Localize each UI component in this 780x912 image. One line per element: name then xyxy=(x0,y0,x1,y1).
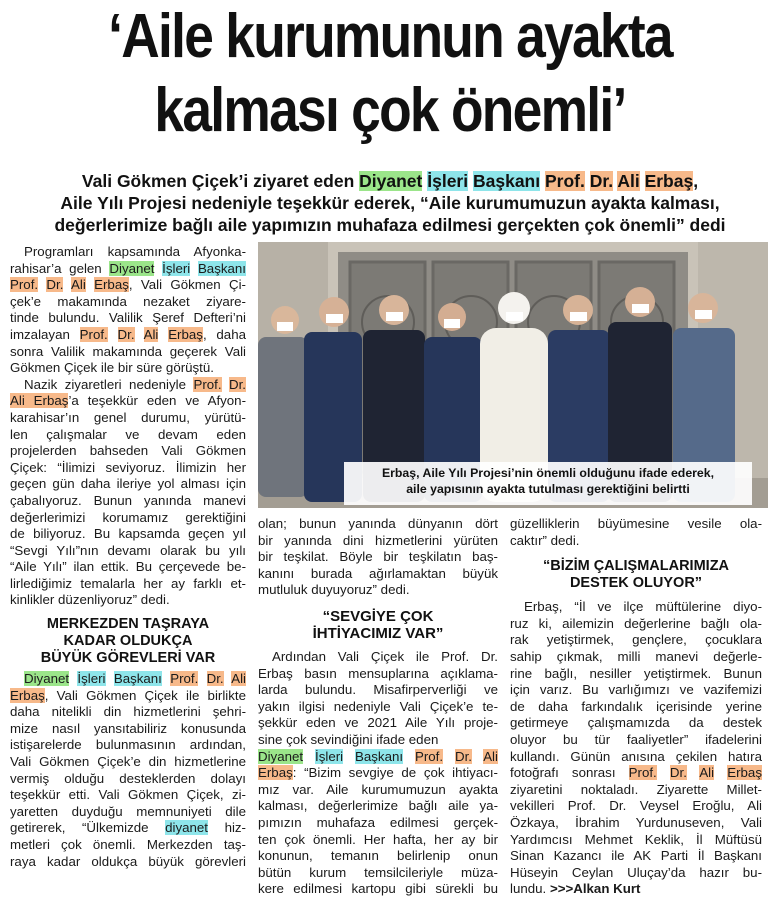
headline-line-2: kalması çok önemli’ xyxy=(154,76,626,145)
subhead-merkezden: MERKEZDEN TAŞRAYA KADAR OLDUKÇA BÜYÜK GÖREVLERİ VAR xyxy=(40,616,216,667)
column-3: güzelliklerin büyümesine vesile ola- caktır” dedi. “BİZİM ÇALIŞMALARIMIZA DESTEK OLUYOR” Erbaş, “İl ve ilçe müftülerine diyo- ruz ki, ailemizin değerlerine bağlı ola- rak yetiştirmek, gençlere, çocuklara sahip çıkmak, milli manevi değerle- rine bağlı, nesiller yetiştirmek. Bunun için varız. Bu varlığımızı ve vazifemizi de daha farkındalık içerisinde yerine getirmeye çalışmamızda da destek oluyor bu tür faaliyetler” ifadelerini kullandı. Günün anısına çekilen hatıra fotoğrafı sonrası Prof. Dr. Ali Erbaş ziyaretini noktaladı. Ziyarette Millet- vekilleri Prof. Dr. Veysel Eroğlu, Ali Özkaya, İbrahim Yurdunuseven, Vali Yardımcısı Mehmet Keklik, İl Müftüsü Sinan Kazancı ile AK Parti İl Başkanı Hüseyin Ceylan Uluçay’da hazır bu- lundu. >>>Alkan Kurt xyxy=(510,516,762,897)
column-1 xyxy=(10,244,246,870)
author-signature: >>>Alkan Kurt xyxy=(549,881,641,897)
column-2: olan; bunun yanında dünyanın dört bir yanında dini hizmetlerini yürüten bir teşkilat. Böyle bir teşkilatın baş- kanını burada ağırlamaktan büyük mutluluk duyuyoruz” dedi. “SEVGİYE ÇOK İHTİYACIMIZ VAR” Ardından Vali Çiçek ile Prof. Dr. Erbaş basın mensuplarına açıklama- larda bulundu. Misafirperverliği ve yakın ilgisi nedeniyle Vali Çiçek’e te- şekkür eden ve 2021 Aile Yılı proje- sine çok sevindiğini ifade eden Diyanet İşleri Başkanı Prof. Dr. Ali Erbaş: “Bizim sevgiye de çok ihtiyacı- mız var. Aile kurumumuzun ayakta kalması, değerlerimize bağlı aile ya- pımızın muhafaza edilmesi gerçek- ten çok önemli. Her hafta, her ay bir konunun, temanın belirlenip onun bütün kurum temsilcileriyle müza- kere edilmesi kartopu gibi sürekli bu xyxy=(258,516,498,897)
paragraph-2: Diyanet İşleri Başkanı Prof. Dr. Ali Erbaş, Vali Gökmen Çiçek ile birlikte daha nitelikli din hizmetlerini şehri- mize nasıl yansıtabiliriz konusunda istişarelerde bulunmasının ardından, Vali Gökmen Çiçek’e din hizmetlerine vermiş olduğu desteklerden dolayı teşekkür etti. Vali Gökmen Çiçek, zi- yaretten duyduğu memnuniyeti dile getirerek, “Ülkemizde diyanet hiz- metleri çok önemli. Merkezden taş- raya kadar oldukça büyük görevleri xyxy=(10,671,246,869)
deck xyxy=(20,170,760,236)
photo-caption: Erbaş, Aile Yılı Projesi’nin önemli olduğunu ifade ederek, aile yapısının ayakta tutulması gerektiğini belirtti xyxy=(344,462,752,505)
deck-line-2: Aile Yılı Projesi nedeniyle teşekkür ederek, “Aile kurumumuzun ayakta kalması, xyxy=(60,193,720,213)
subhead-bizim: “BİZİM ÇALIŞMALARIMIZA DESTEK OLUYOR” xyxy=(542,558,730,592)
headline-line-1: ‘Aile kurumunun ayakta xyxy=(108,2,672,71)
article-photo xyxy=(258,242,768,508)
deck-line-3: değerlerimize bağlı aile yapımızın muhafaza edilmesi gerçekten çok önemli” dedi xyxy=(54,215,726,235)
subhead-sevgiye: “SEVGİYE ÇOK İHTİYACIMIZ VAR” xyxy=(312,607,444,642)
paragraph-1: Programları kapsamında Afyonka- rahisar’a gelen Diyanet İşleri Başkanı Prof. Dr. Ali Erbaş, Vali Gökmen Çi- çek’e makamında nezaket ziyare- tinde bulundu. Valilik Şeref Defteri’ni imzalayan Prof. Dr. Ali Erbaş, daha sonra Valilik makamında geçerek Vali Gökmen Çiçek ile bir süre görüştü. Nazik ziyaretleri nedeniyle Prof. Dr. Ali Erbaş’a teşekkür eden ve Afyon- karahisar’ın genel durumu, yürütü- len çalışmalar ve devam eden projelerden bahseden Vali Gökmen Çiçek: “İlimizi seviyoruz. İlimizin her geçen gün daha ileriye yol alması için çabalıyoruz. Bunun yanında manevi değerlerimizi korumamız gerektiğini de biliyoruz. Bu kapsamda geçen yıl “Sevgi Yılı”nın devamı olarak bu yılı “Aile Yılı” ilan ettik. Bu çerçevede be- lirlediğimiz temalarla her ay farklı et- kinlikler düzenliyoruz” dedi. xyxy=(10,244,246,608)
deck-line-1: Vali Gökmen Çiçek’i ziyaret eden Diyanet İşleri Başkanı Prof. Dr. Ali Erbaş, xyxy=(81,171,699,191)
